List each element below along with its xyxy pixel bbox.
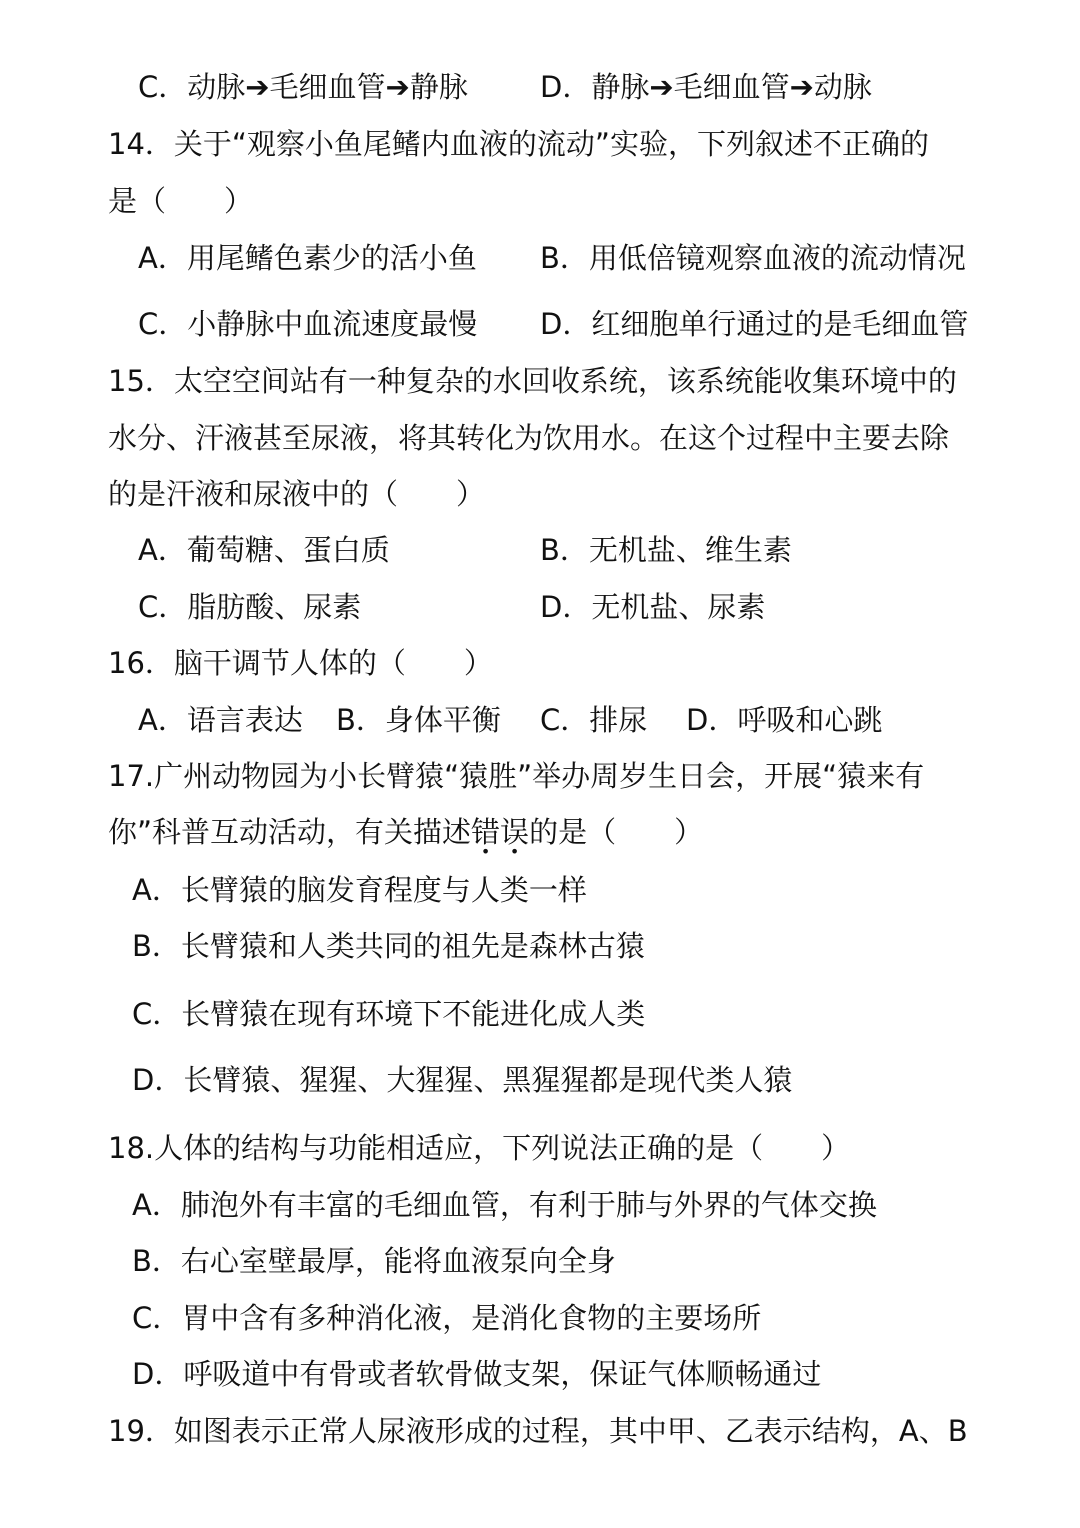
q18-option-a: A．肺泡外有丰富的毛细血管，有利于肺与外界的气体交换 <box>132 1188 877 1222</box>
q14-option-d: D．红细胞单行通过的是毛细血管 <box>540 307 969 341</box>
q17-emphasis-char-2: 误 <box>500 815 530 849</box>
q18-option-c: C．胃中含有多种消化液，是消化食物的主要场所 <box>132 1301 762 1335</box>
q13-option-d: D．静脉➔毛细血管➔动脉 <box>540 70 872 104</box>
q17-stem-line2-post: 的是（ ） <box>529 815 704 849</box>
q19-stem-line1: 19．如图表示正常人尿液形成的过程，其中甲、乙表示结构，A、B <box>108 1414 968 1448</box>
q14-option-c: C．小静脉中血流速度最慢 <box>138 307 478 341</box>
q13-option-c: C．动脉➔毛细血管➔静脉 <box>138 70 468 104</box>
q17-option-c: C．长臂猿在现有环境下不能进化成人类 <box>132 997 646 1031</box>
q18-option-b: B．右心室壁最厚，能将血液泵向全身 <box>132 1244 616 1278</box>
q15-stem-line2: 水分、汗液甚至尿液，将其转化为饮用水。在这个过程中主要去除 <box>108 421 950 455</box>
q17-stem-line1: 17.广州动物园为小长臂猿“猿胜”举办周岁生日会，开展“猿来有 <box>108 759 925 793</box>
q17-option-a: A．长臂猿的脑发育程度与人类一样 <box>132 873 587 907</box>
q17-option-d: D．长臂猿、猩猩、大猩猩、黑猩猩都是现代类人猿 <box>132 1063 793 1097</box>
q15-option-d: D．无机盐、尿素 <box>540 590 766 624</box>
q17-emphasis-char-1: 错 <box>471 815 501 849</box>
q16-stem: 16．脑干调节人体的（ ） <box>108 646 493 680</box>
q14-option-a: A．用尾鳍色素少的活小鱼 <box>138 241 477 275</box>
q17-option-b: B．长臂猿和人类共同的祖先是森林古猿 <box>132 929 645 963</box>
q14-stem-line2: 是（ ） <box>108 184 254 218</box>
q16-option-b: B．身体平衡 <box>336 703 501 737</box>
q17-stem-line2-pre: 你”科普互动活动，有关描述 <box>108 815 472 849</box>
q16-option-a: A．语言表达 <box>138 703 303 737</box>
q17-stem-line2 <box>108 812 703 852</box>
q14-stem-line1: 14．关于“观察小鱼尾鳍内血液的流动”实验，下列叙述不正确的 <box>108 127 929 161</box>
q15-option-a: A．葡萄糖、蛋白质 <box>138 533 390 567</box>
q15-stem-line3: 的是汗液和尿液中的（ ） <box>108 477 486 511</box>
q16-option-c: C．排尿 <box>540 703 648 737</box>
q15-stem-line1: 15．太空空间站有一种复杂的水回收系统，该系统能收集环境中的 <box>108 364 957 398</box>
q15-option-b: B．无机盐、维生素 <box>540 533 792 567</box>
q14-option-b: B．用低倍镜观察血液的流动情况 <box>540 241 966 275</box>
q18-stem: 18.人体的结构与功能相适应，下列说法正确的是（ ） <box>108 1131 851 1165</box>
q15-option-c: C．脂肪酸、尿素 <box>138 590 362 624</box>
q18-option-d: D．呼吸道中有骨或者软骨做支架，保证气体顺畅通过 <box>132 1357 822 1391</box>
q16-option-d: D．呼吸和心跳 <box>686 703 883 737</box>
